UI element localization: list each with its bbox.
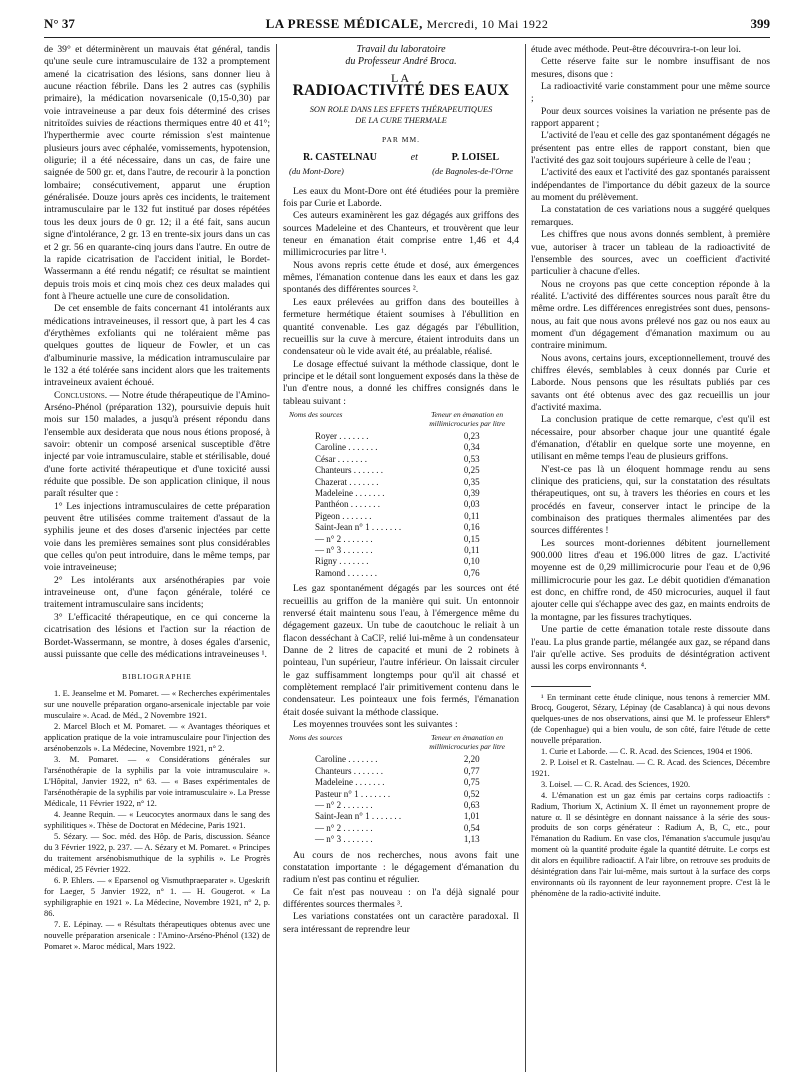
table-row (283, 823, 519, 834)
paragraph: La conclusion pratique de cette remarque, c'est qu'il est nécessaire, pour absorber chaque jour une quantité égale d'émanation, d'établir en quelque sorte une moyenne, en utilisant en même temps l'eau de plusieurs griffons. (531, 414, 770, 463)
table-row (283, 499, 519, 510)
table-row (283, 811, 519, 822)
table-row (283, 800, 519, 811)
footnote: 3. Loisel. — C. R. Acad. des Sciences, 1920. (541, 779, 691, 789)
table-row (283, 545, 519, 556)
paragraph: Les variations constatées ont un caractère paradoxal. Il sera intéressant de reprendre leur (283, 911, 519, 935)
table-header-emanation: Teneur en émanation en millimicrocuries par litre (429, 733, 505, 752)
source-name: Royer . . . . . . . (315, 430, 369, 441)
table-row (283, 454, 519, 465)
author-name: R. CASTELNAU (303, 152, 377, 164)
source-name: Madeleine . . . . . . . (315, 487, 385, 498)
paragraph: L'activité des eaux et l'activité des gaz spontanés paraissent indépendantes de l'importance du débit gazeux de la source au moment du prélèvement. (531, 167, 770, 204)
bibliography-entry: 3. M. Pomaret. — « Considérations générales sur l'arsénothérapie de la syphilis par la voie intramusculaire ». L'Hôpital, Janvier 1922, n° 63. — « Bases expérimentales de l'arsénothérapie de la syphilis par voie intramusculaire ». La Presse Médicale, 11 Février 1922, n° 12. (44, 754, 270, 808)
paragraph: Nous avons repris cette étude et dosé, aux émergences mêmes, l'émanation contenue dans les eaux et dans les gaz spontanés des différentes sources ². (283, 259, 519, 296)
paragraph: Les eaux prélevées au griffon dans des bouteilles à fermeture hermétique étaient soumises à l'ébullition en quantité convenable. Les gaz dégagés par l'ébullition, recueillis sur la cuve à mercure, étaient introduits dans un condensateur où le vide avait été, au préalable, réalisé. (283, 296, 519, 358)
author-location: (de Bagnoles-de-l'Orne (432, 166, 513, 177)
source-name: César . . . . . . . (315, 453, 367, 464)
emanation-value: 0,77 (463, 765, 480, 776)
table-header (283, 733, 519, 751)
article-title: RADIOACTIVITÉ DES EAUX (292, 82, 510, 100)
paragraph: Pour deux sources voisines la variation ne présente pas de rapport apparent ; (531, 105, 770, 130)
emanation-value: 0,63 (463, 799, 480, 810)
table-header-sources: Noms des sources (289, 733, 343, 743)
source-name: — n° 3 . . . . . . . (315, 834, 373, 845)
paragraph: étude avec méthode. Peut-être découvrira-t-on leur loi. (531, 44, 741, 55)
paragraph: Au cours de nos recherches, nous avons fait une constatation importante : le dégagement d'émanation du radium n'est pas continu et régulier. (283, 849, 519, 886)
table-header-sources: Noms des sources (289, 409, 343, 419)
emanation-value: 1,13 (463, 834, 480, 845)
paragraph: de 39° et déterminèrent un mauvais état général, tandis qu'une seule cure intramusculaire de 132 a promptement amené la cicatrisation des lésions, sans donner lieu à aucune réaction fébrile. Dans les 2 autres cas (syphilis primaire), la médication novarsenicale (0,15-0,30) par voie intraveineuse a par deux fois déterminé des crises nitritoïdes suivies de réactions thermiques entre 40 et 41°; l'hyperthermie avec courte rémission s'est maintenue plusieurs jours avec céphalée, vomissements, hypotension, oligurie; il a été nécessaire, dans un cas, de faire une saignée de 500 gr. et, dans l'autre, de recourir à la ponction lombaire; consécutivement, apparut une éruption généralisée. Douze jours après ces incidents, le traitement intramusculaire par le 132 fut institué par doses répétées tous les deux jours de 0 gr. 12; il a été fait, sans aucun signe d'intolérance, 2 gr. 13 en trente-six jours dans un cas et 2 gr. 56 en quarante-cinq jours dans l'autre. En outre de la rapide cicatrisation de l'accident initial, le Bordet-Wassermann a été rendu négatif; ce résultat se maintient depuis trois mois et cinq mois chez ces deux malades qui font à l'heure actuelle une cure de consolidation. (44, 44, 270, 302)
source-name: Chanteurs . . . . . . . (315, 765, 383, 776)
conclusion-point: 1° Les injections intramusculaires de cette préparation peuvent être utilisées comme traitement d'assaut de la syphilis jeune et des doses d'arsenic injectées par cette voie dans les premières semaines sont plus considérables que celles qu'on peut introduire, dans le même temps, par voie intraveineuse; (44, 500, 270, 574)
author-name: P. LOISEL (451, 152, 499, 164)
article-subtitle-line: DE LA CURE THERMALE (355, 115, 447, 125)
conclusions-paragraph (44, 390, 270, 501)
conclusions-text: — Notre étude thérapeutique de l'Amino-Arséno-Phénol (préparation 132), poursuivie depuis huit mois sur 150 malades, a jusqu'à présent répondu dans l'ensemble aux desiderata que nous nous étions proposé, à savoir: obtenir un composé arsenical susceptible d'être injecté par voie intramusculaire, stable et stérilisable, doué d'une forte activité thérapeutique et d'une toxicité aussi réduite que possible. De son application clinique, il nous paraît résulter que : (44, 389, 270, 500)
source-name: — n° 2 . . . . . . . (315, 533, 373, 544)
paragraph: Ces auteurs examinèrent les gaz dégagés aux griffons des sources Madeleine et des Chanteurs, et trouvèrent que leur teneur en émanation était comprise entre 1,46 et 4,4 millimicrocuries par litre ¹. (283, 210, 519, 259)
table-row (283, 465, 519, 476)
source-name: Chazerat . . . . . . . (315, 476, 379, 487)
bibliography-heading: BIBLIOGRAPHIE (122, 672, 192, 682)
emanation-value: 0,53 (463, 453, 480, 464)
emanation-value: 0,15 (463, 533, 480, 544)
issue-date: Mercredi, 10 Mai 1922 (426, 17, 549, 31)
paragraph: L'activité de l'eau et celle des gaz spontanément dégagés ne présentent pas entre elles de rapport constant, bien que l'activité des gaz soit toujours supérieure à celle de l'eau ; (531, 130, 770, 167)
paragraph: Nous avons, certains jours, exceptionnellement, trouvé des chiffres élevés, semblables à ceux donnés par Curie et Laborde. Nous pensons que les résultats publiés par ces savants ont été obtenus avec des gaz recueillis un jour d'activité maxima. (531, 352, 770, 413)
article-title-prefix: LA (391, 71, 411, 85)
byline-prefix: PAR MM. (382, 134, 420, 144)
author-conjunction: et (410, 152, 418, 164)
paragraph: Les chiffres que nous avons donnés semblent, à première vue, autoriser à tracer un tableau de la radioactivité de l'ensemble des sources, avec un coefficient d'activité particulier à chacune d'elles. (531, 229, 770, 278)
footnote: 1. Curie et Laborde. — C. R. Acad. des Sciences, 1904 et 1906. (541, 747, 753, 757)
paragraph: Nous ne croyons pas que cette conception réponde à la réalité. L'activité des différentes sources nous paraît être du même ordre. Les différences enregistrées sont dues, pensons-nous, au fait que nous avons prélevé nos gaz ou nos eaux au moment d'un dégagement d'émanation maximum ou au contraire minimum. (531, 278, 770, 352)
table-row (283, 834, 519, 845)
paragraph: Les eaux du Mont-Dore ont été étudiées pour la première fois par Curie et Laborde. (283, 185, 519, 210)
author-location: (du Mont-Dore) (289, 166, 344, 177)
table-row (283, 766, 519, 777)
table-row (283, 477, 519, 488)
emanation-value: 1,01 (463, 811, 480, 822)
paragraph: La radioactivité varie constamment pour une même source ; (531, 81, 770, 105)
table-row (283, 442, 519, 453)
page-header (44, 14, 770, 34)
source-name: Rigny . . . . . . . (315, 556, 369, 567)
source-name: Pasteur n° 1 . . . . . . . (315, 788, 391, 799)
conclusions-label: Conclusions. (54, 389, 108, 401)
paragraph: Les moyennes trouvées sont les suivantes : (293, 718, 458, 730)
conclusion-point: 3° L'efficacité thérapeutique, en ce qui concerne la cicatrisation des lésions et l'action sur la réaction de Bordet-Wassermann, se montre, à doses égales d'arsenic, aussi puissante que celle des médications intraveineuses ¹. (44, 611, 270, 660)
table-row (283, 431, 519, 442)
emanation-value: 0,16 (463, 522, 480, 533)
bibliography-entry: 4. Jeanne Requin. — « Leucocytes anormaux dans le sang des syphilitiques ». Thèse de Doctorat en Médecine, Paris 1921. (44, 809, 270, 830)
emanation-value: 0,11 (464, 544, 480, 555)
column-left (44, 44, 270, 952)
table-row (283, 556, 519, 567)
source-name: Madeleine . . . . . . . (315, 777, 385, 788)
footnotes (531, 693, 770, 900)
emanation-value: 0,10 (463, 556, 480, 567)
table-row (283, 568, 519, 579)
bibliography-entry: 6. P. Ehlers. — « Eparsenol og Vismuthpraeparater ». Ugeskrift for Laeger, 5 Janvier 1922, n° 1. — H. Gougerot. « La syphiligraphie en 1921 ». La Médecine, Novembre 1921, n° 2, p. 86. (44, 875, 270, 918)
bibliography-entry: 1. E. Jeanselme et M. Pomaret. — « Recherches expérimentales sur une nouvelle préparation organo-arsenicale injectable par voie musculaire ». Acad. de Méd., 2 Novembre 1921. (44, 688, 270, 720)
source-name: — n° 2 . . . . . . . (315, 799, 373, 810)
source-name: Pigeon . . . . . . . (315, 510, 372, 521)
journal-title (44, 16, 770, 32)
lab-credit-professor: du Professeur André Broca. (345, 56, 457, 67)
emanation-table-water (283, 431, 519, 579)
issue-number: N° 37 (44, 16, 75, 31)
paragraph: N'est-ce pas là un éloquent hommage rendu au sens clinique des praticiens, qui, sur la constatation des résultats thérapeutiques, ont su, à travers les théories en cours et les procédés en faveur, conserver intact le principe de la combinaison des pratiques thermales alimentées par des sources différentes ! (531, 463, 770, 537)
emanation-value: 0,52 (463, 788, 480, 799)
table-row (283, 754, 519, 765)
source-name: Ramond . . . . . . . (315, 567, 377, 578)
paragraph: Une partie de cette émanation totale reste dissoute dans l'eau. La plus grande partie, mélangée aux gaz, se répand dans l'air qu'elle active. Ses produits de désintégration activent aussi les corps environnants ⁴. (531, 624, 770, 673)
emanation-value: 0,25 (463, 465, 480, 476)
source-name: Caroline . . . . . . . (315, 442, 378, 453)
article-subtitle-line: SON ROLE DANS LES EFFETS THÉRAPEUTIQUES (309, 104, 493, 114)
source-name: Panthéon . . . . . . . (315, 499, 380, 510)
authors (283, 152, 519, 164)
author-locations (283, 165, 519, 177)
emanation-value: 2,20 (463, 754, 480, 765)
paragraph: Cette réserve faite sur le nombre insuffisant de nos mesures, disons que : (531, 56, 770, 80)
paragraph: La constatation de ces variations nous a suggéré quelques remarques. (531, 204, 770, 228)
lab-credit: Travail du laboratoire (356, 44, 446, 55)
source-name: — n° 3 . . . . . . . (315, 544, 373, 555)
bibliography-entry: 7. E. Lépinay. — « Résultats thérapeutiques obtenus avec une nouvelle préparation arsenicale : l'Amino-Arséno-Phénol (132) de Pomaret ». Maroc médical, Mars 1922. (44, 919, 270, 951)
emanation-table-gas (283, 754, 519, 845)
footnote: 2. P. Loisel et R. Castelnau. — C. R. Acad. des Sciences, Décembre 1921. (531, 757, 770, 778)
header-rule (44, 37, 770, 38)
emanation-value: 0,11 (464, 510, 480, 521)
bibliography (44, 688, 270, 952)
emanation-value: 0,34 (463, 442, 480, 453)
source-name: — n° 2 . . . . . . . (315, 822, 373, 833)
source-name: Chanteurs . . . . . . . (315, 465, 383, 476)
paragraph: Les sources mont-doriennes débitent journellement 900.000 litres d'eau et 196.000 litres de gaz. L'activité moyenne est de 0,29 millimicrocurie pour l'eau et de 0,96 millimicrocurie pour les gaz. Le débit quotidien d'émanation est donc, en chiffre rond, de 450 microcuries, auquel il faut ajouter celle qui s'échappe avec des gaz, en maints endroits de la montagne, par les fissures trachytiques. (531, 537, 770, 623)
emanation-value: 0,23 (463, 430, 480, 441)
table-row (283, 534, 519, 545)
journal-name: LA PRESSE MÉDICALE, (265, 16, 423, 31)
emanation-value: 0,76 (463, 567, 480, 578)
paragraph: Ce fait n'est pas nouveau : on l'a déjà signalé pour différentes sources thermales ³. (283, 886, 519, 910)
source-name: Saint-Jean n° 1 . . . . . . . (315, 522, 402, 533)
footnote: 4. L'émanation est un gaz émis par certains corps radioactifs : Radium, Thorium X, Actinium X. Il émet un rayonnement propre de nature α. Il se désintègre en donnant naissance à la série des sous-produits de son corps générateur : Radium A, B, C, etc., pour l'émanation du Radium. En vase clos, l'émanation s'accumule jusqu'au moment où la quantité produite égale la quantité détruite. Le corps est dit alors en équilibre radioactif. A l'air libre, on retrouve ses produits de désintégration dans l'air lui-même, mais surtout à la surface des corps environnants où ils rayonnent de leur rayonnement propre. C'est là le phénomène de la radio-activité induite. (531, 790, 770, 898)
emanation-value: 0,35 (463, 476, 480, 487)
conclusion-point: 2° Les intolérants aux arsénothérapies par voie intraveineuse ont, d'une façon générale, toléré ce traitement intramusculaire sans incidents; (44, 574, 270, 611)
paragraph: Les gaz spontanément dégagés par les sources ont été recueillis au griffon de la manière qui suit. Un entonnoir renversé était maintenu sous l'eau, à l'émergence même du dégagement gazeux. Un tube de caoutchouc le reliait à un flacon desséchant à CaCl², relié lui-même à un condensateur Danne de 2 litres de capacité et muni de 2 robinets à pointeau, l'un supérieur, l'autre inférieur. On laissait circuler le gaz suffisamment longtemps pour qu'il ait chassé et complètement remplacé l'air primitivement contenu dans le condensateur. Les pointeaux une fois fermés, l'émanation était dosée suivant la méthode classique. (283, 583, 519, 718)
emanation-value: 0,03 (463, 499, 480, 510)
page-number: 399 (750, 16, 770, 31)
table-row (283, 777, 519, 788)
article-subtitle (283, 104, 519, 126)
table-header (283, 410, 519, 428)
bibliography-entry: 2. Marcel Bloch et M. Pomaret. — « Avantages théoriques et application pratique de la voie intramusculaire pour l'injection des arsénobenzols ». La Médecine, Novembre 1921, n° 2. (44, 721, 270, 753)
emanation-value: 0,39 (463, 487, 480, 498)
table-row (283, 511, 519, 522)
paragraph: De cet ensemble de faits concernant 41 intolérants aux médications intraveineuses, il ressort que, à part les 4 cas d'érythèmes exfoliants qui ne toléraient même pas quelques gouttes de liqueur de Fowler, et un cas d'albuminurie massive, la médication intramusculaire par le 132 a été tolérée sans incident alors que les traitements intraveineux avaient échoué. (44, 303, 270, 389)
column-divider (525, 44, 526, 1072)
table-row (283, 522, 519, 533)
bibliography-entry: 5. Sézary. — Soc. méd. des Hôp. de Paris, discussion. Séance du 3 Février 1922, p. 237. — A. Sézary et M. Pomaret. « Principes du traitement arsénobismuthique de la syphilis ». Le Progrès médical, 25 Février 1922. (44, 831, 270, 874)
table-row (283, 789, 519, 800)
footnote-rule (531, 686, 591, 687)
table-row (283, 488, 519, 499)
source-name: Saint-Jean n° 1 . . . . . . . (315, 811, 402, 822)
emanation-value: 0,54 (463, 822, 480, 833)
column-divider (276, 44, 277, 1072)
paragraph: Le dosage effectué suivant la méthode classique, dont le principe et le détail sont longuement exposés dans la thèse de l'un d'entre nous, a donné les chiffres consignés dans le tableau suivant : (283, 358, 519, 407)
column-right (531, 44, 770, 900)
column-middle (283, 44, 519, 936)
table-header-emanation: Teneur en émanation en millimicrocuries par litre (429, 409, 505, 428)
emanation-value: 0,75 (463, 777, 480, 788)
source-name: Caroline . . . . . . . (315, 754, 378, 765)
footnote: ¹ En terminant cette étude clinique, nous tenons à remercier MM. Brocq, Gougerot, Sézary, Lépinay (de Casablanca) à qui nous devons quelques-unes de nos observations, ainsi que M. le professeur Ehlers* (de Copenhague) qui a bien voulu, de son côté, faire l'étude de cette nouvelle préparation. (531, 692, 770, 746)
